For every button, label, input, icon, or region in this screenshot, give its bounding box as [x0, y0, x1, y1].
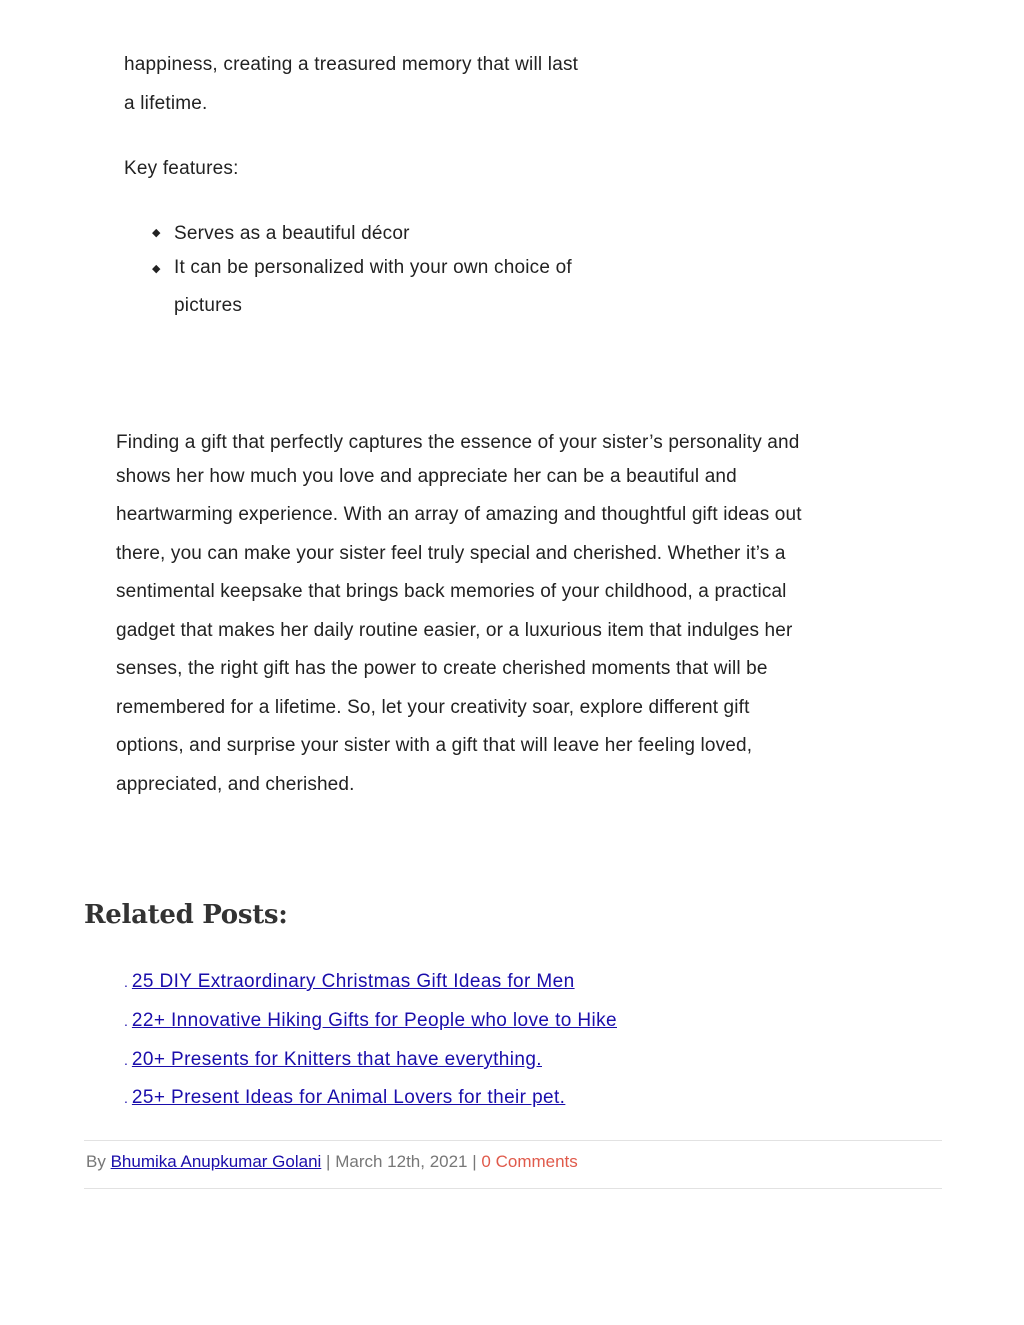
conclusion-line: there, you can make your sister feel truly special and cherished. Whether it’s a: [116, 543, 786, 564]
conclusion-line: Finding a gift that perfectly captures the essence of your sister’s personality and: [116, 432, 800, 453]
post-date: March 12th, 2021: [335, 1152, 468, 1171]
author-link[interactable]: Bhumika Anupkumar Golani: [110, 1152, 322, 1171]
feature-item-continued: pictures: [174, 295, 243, 316]
list-marker: .: [124, 974, 128, 990]
conclusion-line: sentimental keepsake that brings back memories of your childhood, a practical: [116, 581, 787, 602]
related-posts-heading: Related Posts:: [84, 900, 288, 930]
list-marker: .: [124, 1090, 128, 1106]
related-post-item: [124, 1086, 565, 1110]
intro-line: happiness, creating a treasured memory that will last: [124, 54, 579, 75]
diamond-bullet-icon: ◆: [152, 263, 161, 275]
related-post-link[interactable]: 25+ Present Ideas for Animal Lovers for their pet.: [131, 1087, 566, 1108]
meta-separator: |: [472, 1152, 477, 1171]
conclusion-line: remembered for a lifetime. So, let your creativity soar, explore different gift: [116, 697, 750, 718]
key-features-heading: Key features:: [124, 158, 239, 179]
divider: [84, 1188, 942, 1189]
related-post-item: [124, 1009, 617, 1033]
feature-item: Serves as a beautiful décor: [174, 223, 410, 244]
related-post-link[interactable]: 25 DIY Extraordinary Christmas Gift Ideas for Men: [131, 971, 575, 992]
by-label: By: [86, 1152, 106, 1171]
conclusion-line: heartwarming experience. With an array of amazing and thoughtful gift ideas out: [116, 504, 802, 525]
list-marker: .: [124, 1052, 128, 1068]
related-post-item: [124, 970, 575, 994]
conclusion-line: gadget that makes her daily routine easier, or a luxurious item that indulges her: [116, 620, 793, 641]
diamond-bullet-icon: ◆: [152, 227, 161, 239]
related-post-link[interactable]: 20+ Presents for Knitters that have everything.: [131, 1049, 542, 1070]
related-post-link[interactable]: 22+ Innovative Hiking Gifts for People who love to Hike: [131, 1010, 617, 1031]
conclusion-line: senses, the right gift has the power to create cherished moments that will be: [116, 658, 768, 679]
conclusion-line: shows her how much you love and appreciate her can be a beautiful and: [116, 466, 737, 487]
divider: [84, 1140, 942, 1141]
related-post-item: [124, 1048, 542, 1072]
conclusion-line: options, and surprise your sister with a gift that will leave her feeling loved,: [116, 735, 753, 756]
comments-link[interactable]: 0 Comments: [481, 1152, 578, 1171]
intro-line: a lifetime.: [124, 93, 208, 114]
feature-item: It can be personalized with your own choice of: [174, 257, 572, 278]
meta-separator: |: [326, 1152, 331, 1171]
conclusion-line: appreciated, and cherished.: [116, 774, 355, 795]
post-meta: [86, 1151, 578, 1173]
list-marker: .: [124, 1013, 128, 1029]
